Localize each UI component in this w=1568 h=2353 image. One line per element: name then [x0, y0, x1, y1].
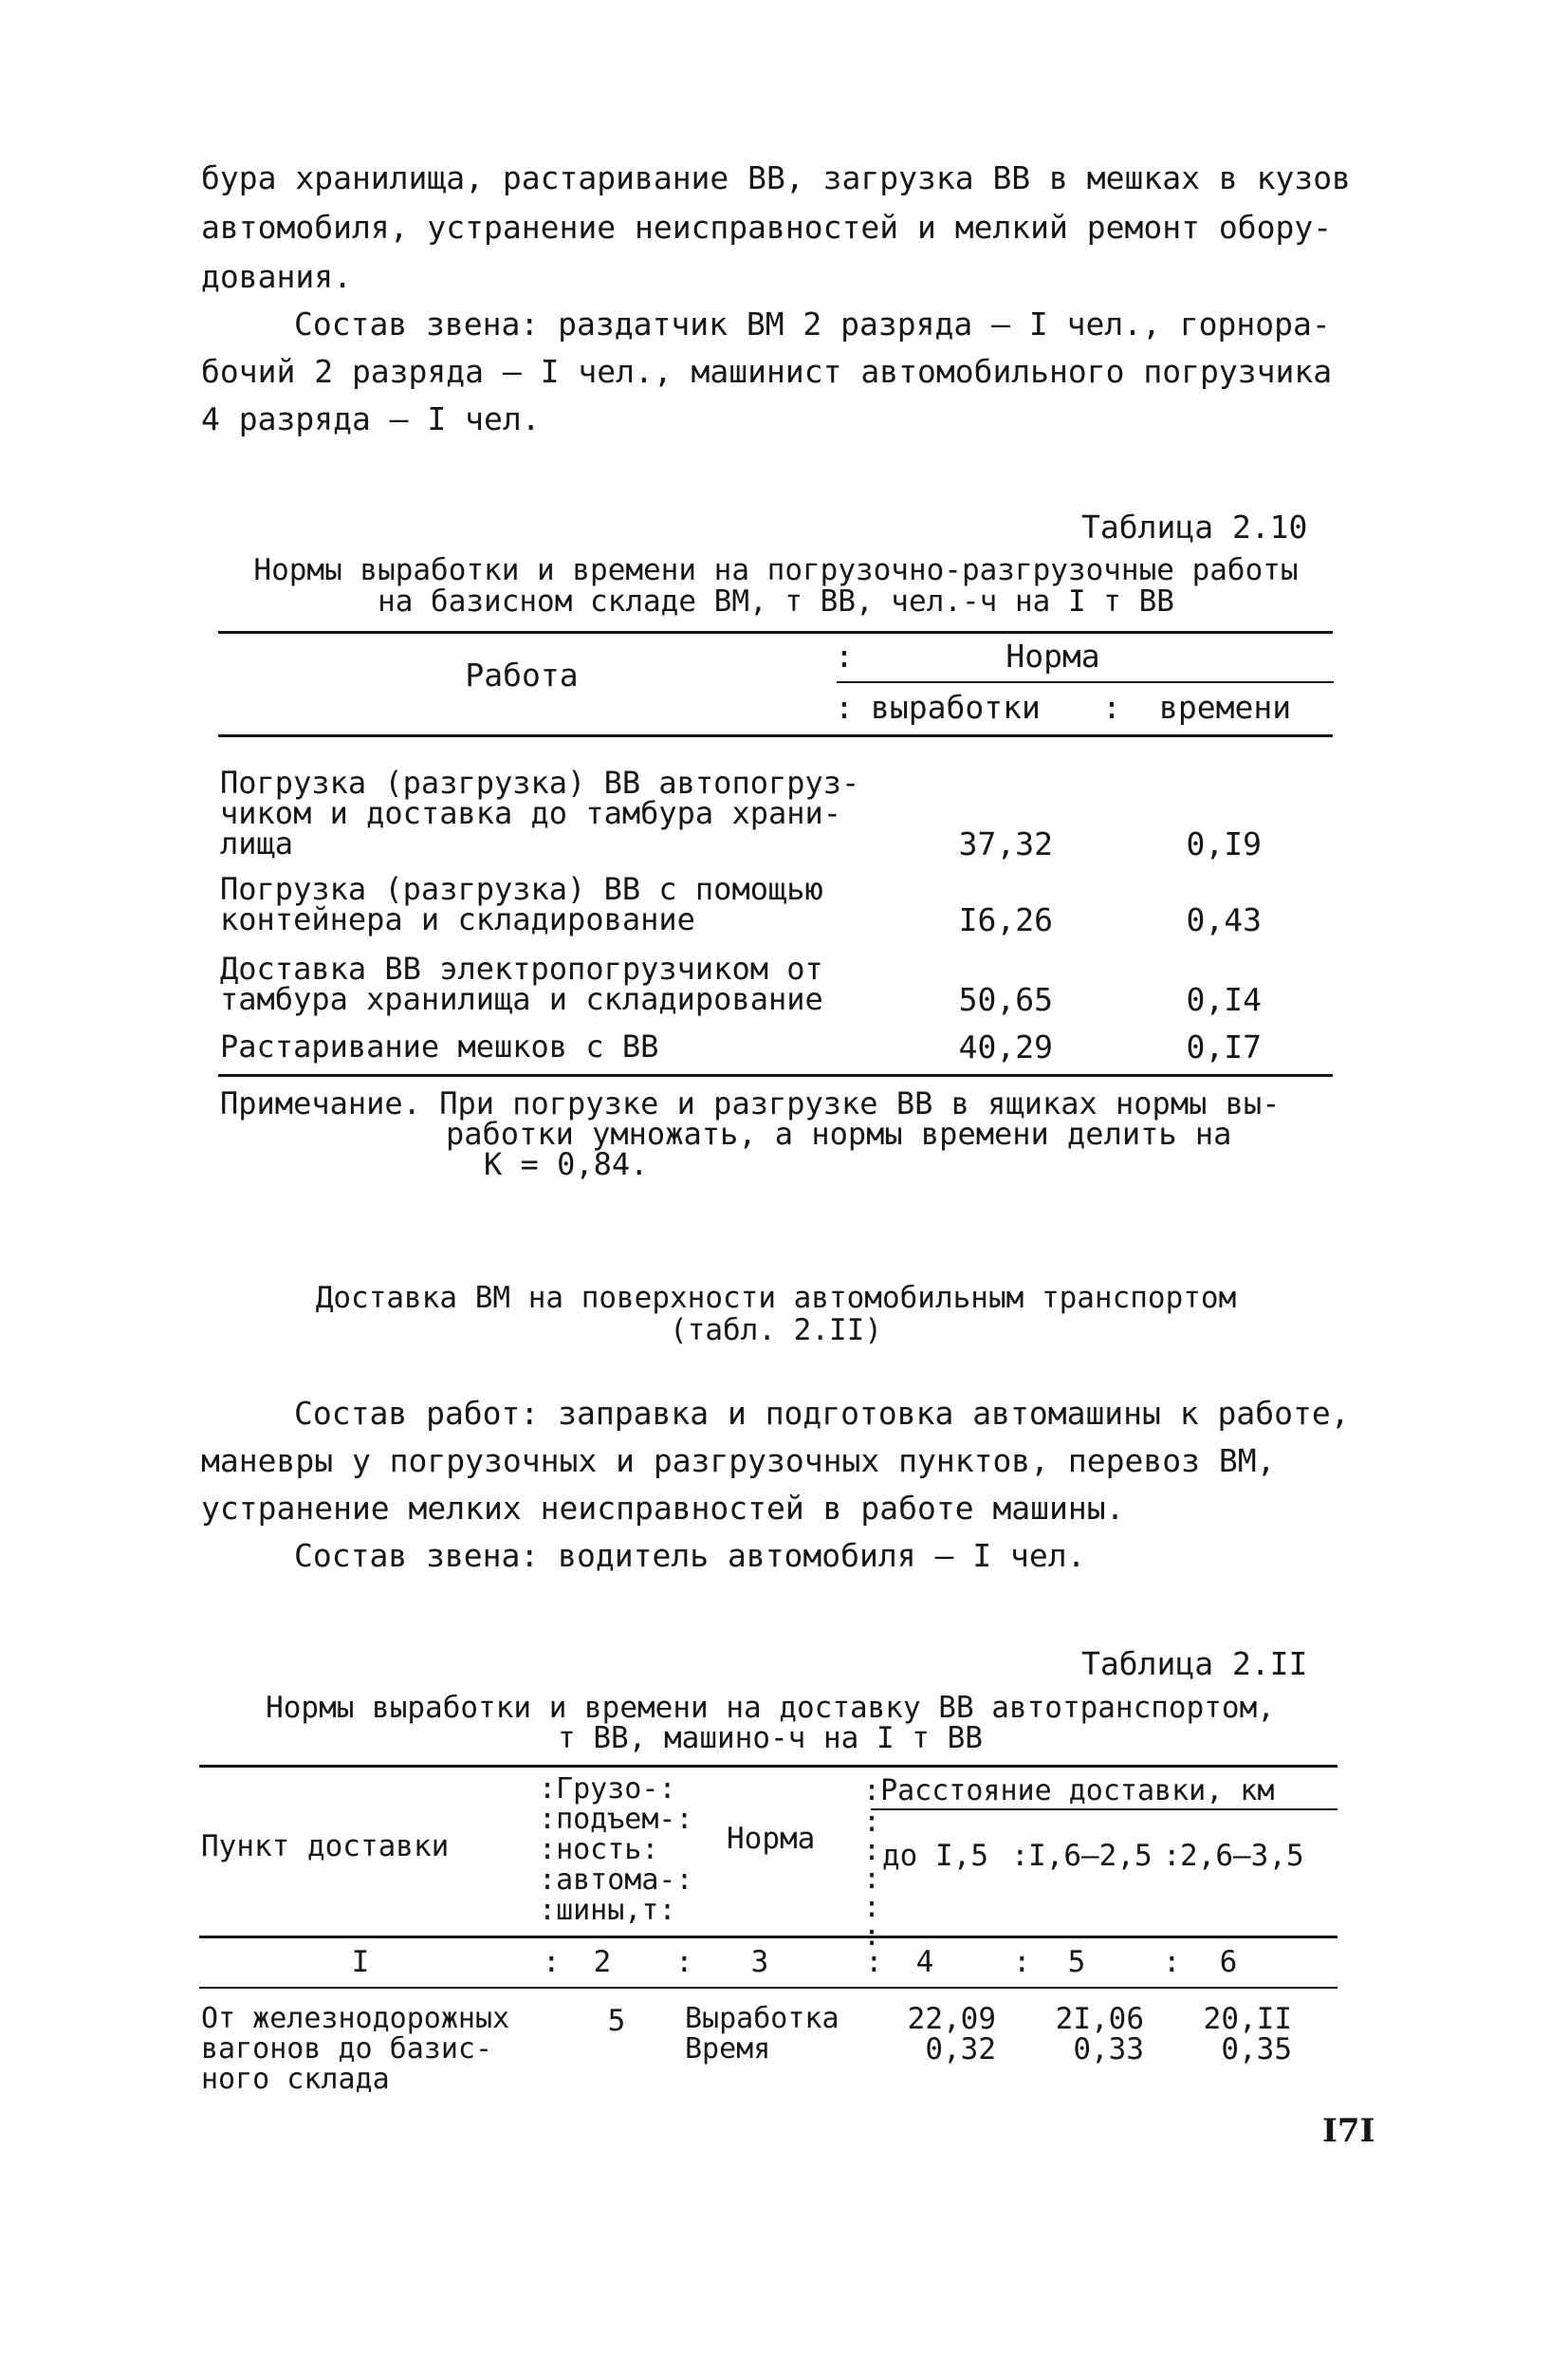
table-note: Примечание. При погрузке и разгрузке ВВ в ящиках нормы вы-	[220, 1085, 1281, 1121]
table-row-text: Растаривание мешков с ВВ	[220, 1028, 659, 1065]
intro-line: автомобиля, устранение неисправностей и мелкий ремонт обору-	[201, 209, 1333, 246]
section-heading: Доставка ВМ на поверхности автомобильным транспортом	[315, 1281, 1237, 1315]
table-title: на базисном складе ВМ, т ВВ, чел.-ч на I т ВВ	[378, 584, 1174, 619]
table-cell-output: I6,26	[958, 901, 1053, 938]
table-cell-norm: Выработка Время	[685, 2002, 839, 2066]
table-header-point: Пункт доставки	[201, 1829, 450, 1863]
crew-line: 4 разряда – I чел.	[201, 400, 541, 437]
table-header-output: выработки	[871, 689, 1041, 726]
table-cell-time: 0,I4	[1186, 981, 1262, 1018]
page-number: I7I	[1322, 2112, 1375, 2150]
table-cell-d2: 2I,06 0,33	[1055, 2002, 1144, 2066]
table-cell-time: 0,I9	[1186, 825, 1262, 862]
table-header-time: времени	[1159, 689, 1292, 726]
table-cell-output: 37,32	[958, 825, 1053, 862]
intro-line: дования.	[201, 258, 352, 295]
table-cell-time: 0,I7	[1186, 1028, 1262, 1065]
table-title: Нормы выработки и времени на погрузочно-разгрузочные работы	[253, 553, 1299, 587]
table-note: К = 0,84.	[484, 1146, 649, 1182]
works-line: маневры у погрузочных и разгрузочных пунктов, перевоз ВМ,	[201, 1442, 1276, 1479]
table-title: Нормы выработки и времени на доставку ВВ автотранспортом,	[266, 1691, 1275, 1725]
table-header-distance: :Расстояние доставки, км	[863, 1774, 1275, 1807]
table-label: Таблица 2.II	[1081, 1645, 1308, 1682]
table-title: т ВВ, машино-ч на I т ВВ	[558, 1721, 983, 1755]
section-heading: (табл. 2.II)	[670, 1313, 882, 1347]
table-row-text: Погрузка (разгрузка) ВВ автопогруз-	[220, 765, 860, 801]
table-row-text: Доставка ВВ электропогрузчиком от	[220, 951, 823, 987]
table-header-d2: I,6–2,5	[1028, 1839, 1153, 1873]
table-header-norm: Норма	[1005, 638, 1100, 675]
table-row-point: От железнодорожных вагонов до базис- ного склада	[201, 2002, 510, 2096]
table-cell-d1: 22,09 0,32	[907, 2002, 996, 2066]
table-note: работки умножать, а нормы времени делить на	[446, 1116, 1232, 1152]
intro-line: бура хранилища, растаривание ВВ, загрузка ВВ в мешках в кузов	[201, 159, 1351, 196]
crew-line: Состав звена: водитель автомобиля – I чел.	[294, 1537, 1086, 1574]
col-number: 4	[915, 1945, 934, 1979]
table-cell-capacity: 5	[607, 2004, 626, 2038]
table-row-text: лища	[220, 825, 294, 862]
table-row-text: контейнера и складирование	[220, 901, 695, 937]
crew-line: бочий 2 разряда – I чел., машинист автомобильного погрузчика	[201, 353, 1333, 390]
table-row-text: Погрузка (разгрузка) ВВ с помощью	[220, 871, 823, 907]
col-number: 3	[750, 1945, 769, 1979]
table-row-text: тамбура хранилища и складирование	[220, 981, 823, 1017]
table-header-norm: Норма	[727, 1822, 816, 1856]
crew-line: Состав звена: раздатчик ВМ 2 разряда – I чел., горнора-	[294, 306, 1331, 343]
col-number: 2	[593, 1945, 612, 1979]
table-cell-output: 50,65	[958, 981, 1053, 1018]
table-label: Таблица 2.10	[1081, 509, 1308, 546]
col-number: I	[351, 1945, 370, 1979]
table-header-d1: до I,5	[882, 1839, 988, 1873]
works-line: устранение мелких неисправностей в работе машины.	[201, 1490, 1125, 1527]
table-header-capacity: :Грузо-: :подъем-: :ность: :автома-: :шины,т:	[539, 1772, 693, 1927]
col-number: 6	[1219, 1945, 1238, 1979]
table-header-work: Работа	[465, 657, 579, 694]
col-number: 5	[1067, 1945, 1086, 1979]
works-line: Состав работ: заправка и подготовка автомашины к работе,	[294, 1395, 1350, 1432]
table-cell-d3: 20,II 0,35	[1203, 2002, 1292, 2066]
table-cell-output: 40,29	[958, 1028, 1053, 1065]
table-row-text: чиком и доставка до тамбура храни-	[220, 795, 842, 831]
table-header-d3: 2,6–3,5	[1180, 1839, 1304, 1873]
table-cell-time: 0,43	[1186, 901, 1262, 938]
